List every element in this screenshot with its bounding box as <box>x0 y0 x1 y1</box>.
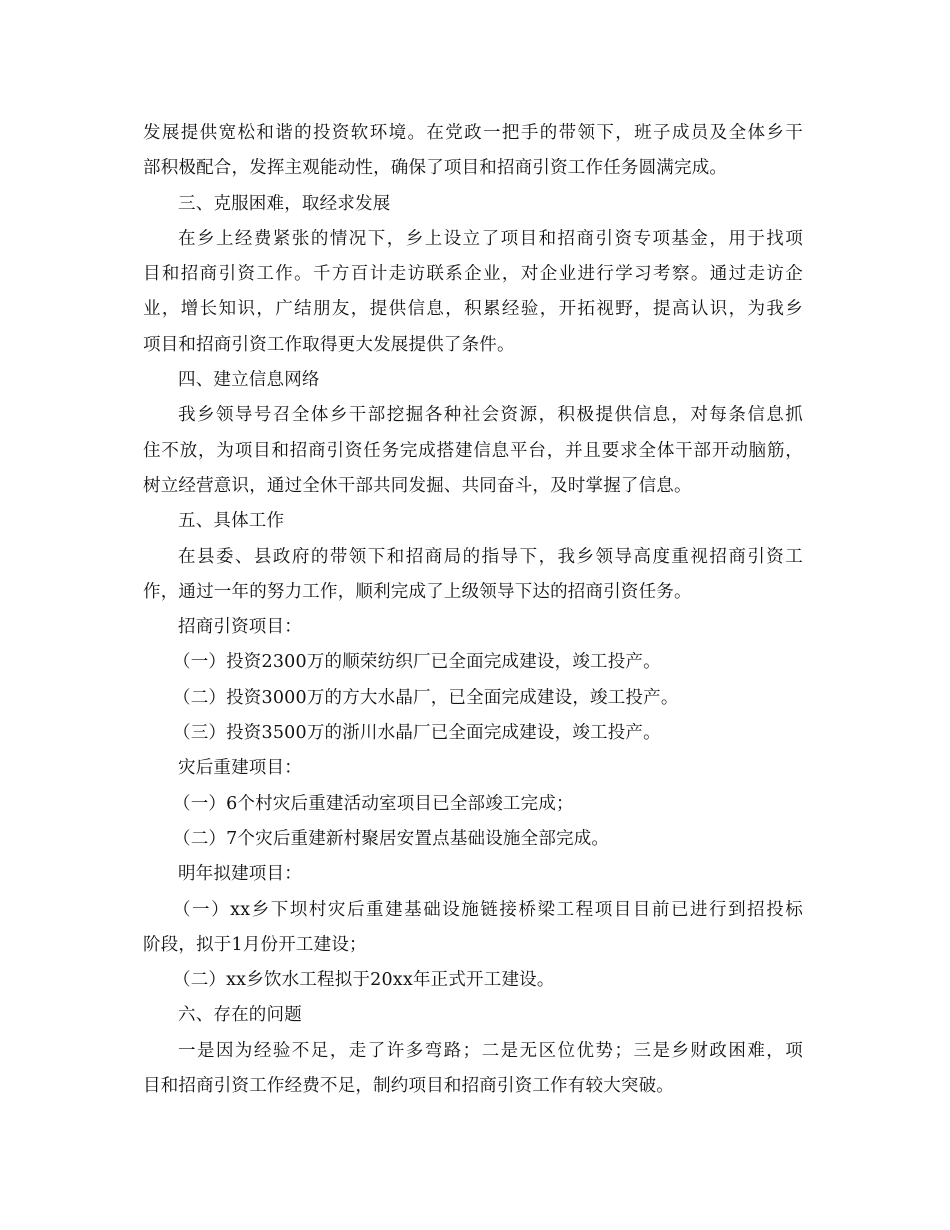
list-item: （一）xx乡下坝村灾后重建基础设施链接桥梁工程项目目前已进行到招投标 <box>173 899 803 920</box>
paragraph-line: 在乡上经费紧张的情况下，乡上设立了项目和招商引资专项基金，用于找项 <box>178 228 803 249</box>
paragraph-line: 一是因为经验不足，走了许多弯路；二是无区位优势；三是乡财政困难，项 <box>178 1040 803 1061</box>
section-heading: 三、克服困难，取经求发展 <box>178 193 391 214</box>
list-item: （一）投资2300万的顺荣纺织厂已全面完成建设，竣工投产。 <box>173 652 661 673</box>
list-item: （二）7个灾后重建新村聚居安置点基础设施全部完成。 <box>173 828 610 849</box>
paragraph-line: 目和招商引资工作。千方百计走访联系企业，对企业进行学习考察。通过走访企 <box>143 264 803 285</box>
list-item: （三）投资3500万的浙川水晶厂已全面完成建设，竣工投产。 <box>173 723 661 744</box>
list-item: （二）投资3000万的方大水晶厂，已全面完成建设，竣工投产。 <box>173 687 679 708</box>
list-item: （一）6个村灾后重建活动室项目已全部竣工完成； <box>173 793 574 814</box>
document-body <box>143 116 803 1104</box>
paragraph-line: 部积极配合，发挥主观能动性，确保了项目和招商引资工作任务圆满完成。 <box>143 158 728 179</box>
paragraph-line: 业，增长知识，广结朋友，提供信息，积累经验，开拓视野，提高认识，为我乡 <box>143 299 803 320</box>
paragraph-line: 项目和招商引资工作取得更大发展提供了条件。 <box>143 334 515 355</box>
subsection-label: 招商引资项目： <box>178 617 302 638</box>
paragraph-line: 目和招商引资工作经费不足，制约项目和招商引资工作有较大突破。 <box>143 1076 674 1097</box>
section-heading: 六、存在的问题 <box>178 1005 302 1026</box>
list-item: （二）xx乡饮水工程拟于20xx年正式开工建设。 <box>173 970 555 991</box>
paragraph-line: 树立经营意识，通过全休干部共同发掘、共同奋斗，及时掌握了信息。 <box>143 475 692 496</box>
paragraph-line: 发展提供宽松和谐的投资软环境。在党政一把手的带领下，班子成员及全体乡干 <box>143 123 803 143</box>
section-heading: 四、建立信息网络 <box>178 370 320 391</box>
paragraph-line: 阶段，拟于1月份开工建设； <box>143 934 367 955</box>
paragraph-line: 我乡领导号召全体乡干部挖掘各种社会资源，积极提供信息，对每条信息抓 <box>178 405 803 426</box>
section-heading: 五、具体工作 <box>178 511 285 532</box>
subsection-label: 明年拟建项目： <box>178 864 302 885</box>
paragraph-line: 作，通过一年的努力工作，顺利完成了上级领导下达的招商引资任务。 <box>143 581 692 602</box>
paragraph-line: 住不放，为项目和招商引资任务完成搭建信息平台，并且要求全体干部开动脑筋， <box>143 440 803 461</box>
paragraph-line: 在县委、县政府的带领下和招商局的指导下，我乡领导高度重视招商引资工 <box>178 546 803 567</box>
subsection-label: 灾后重建项目： <box>178 758 302 779</box>
